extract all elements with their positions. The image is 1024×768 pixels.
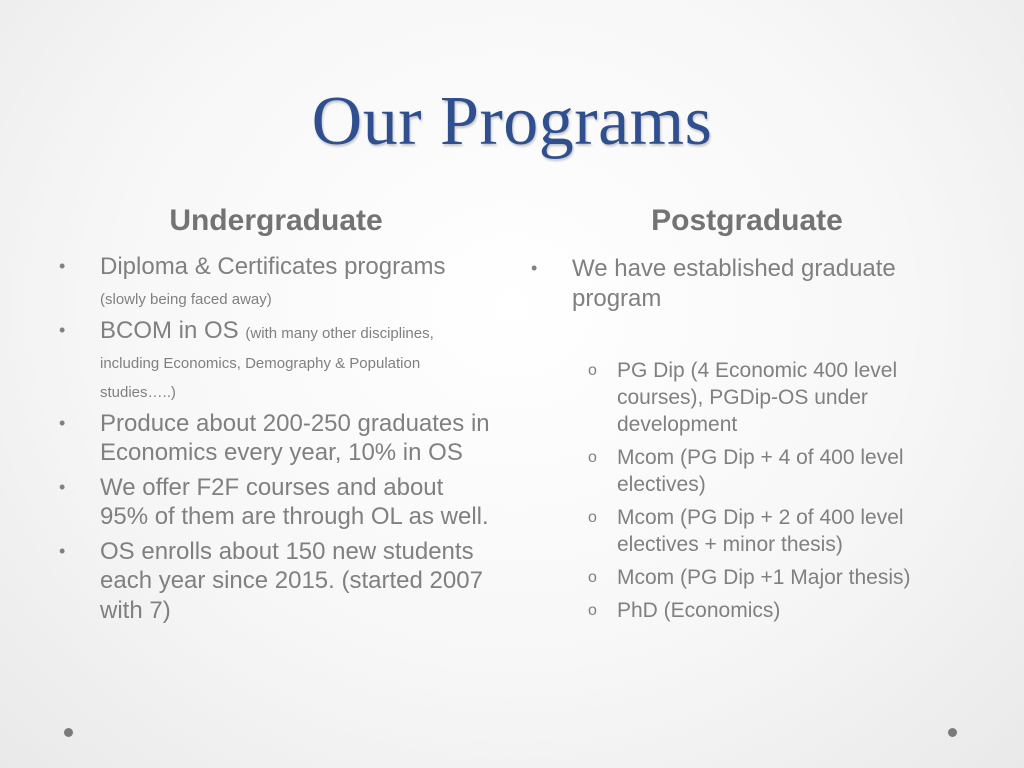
undergraduate-list (56, 252, 496, 625)
item-text: OS enrolls about 150 new students each year since 2015. (started 2007 with 7) (100, 537, 483, 624)
sublist-item (584, 597, 968, 624)
item-text: Produce about 200-250 graduates in Economics every year, 10% in OS (100, 409, 490, 466)
item-note: (slowly being faced away) (100, 290, 272, 308)
postgraduate-list (528, 254, 968, 630)
list-item (528, 254, 968, 313)
bullet-icon: • (59, 412, 66, 433)
sublist-item-text: PhD (Economics) (617, 599, 781, 622)
circle-bullet-icon: o (588, 362, 597, 379)
slide-title: Our Programs (311, 83, 713, 160)
item-text: BCOM in OS (100, 317, 239, 344)
sublist-item (584, 564, 968, 591)
sublist-item (584, 504, 968, 558)
postgraduate-heading: Postgraduate (651, 204, 843, 237)
circle-bullet-icon: o (588, 509, 597, 526)
sublist-item (584, 444, 968, 498)
list-item (56, 473, 496, 532)
circle-bullet-icon: o (588, 569, 597, 586)
postgraduate-sublist (584, 357, 968, 624)
undergraduate-heading: Undergraduate (169, 204, 383, 237)
sublist-item-text: PG Dip (4 Economic 400 level courses), PGDip-OS under development (617, 359, 898, 436)
bullet-icon: • (59, 320, 66, 340)
sublist-item-text: Mcom (PG Dip + 2 of 400 level electives + minor thesis) (617, 506, 904, 556)
list-item (56, 409, 496, 468)
decorative-dot-icon (948, 728, 957, 737)
sublist-item-text: Mcom (PG Dip + 4 of 400 level electives) (617, 446, 904, 496)
bullet-icon: • (59, 540, 66, 561)
bullet-icon: • (59, 476, 66, 497)
list-item (56, 316, 496, 405)
decorative-dot-icon (64, 728, 73, 737)
sublist-item (584, 357, 968, 438)
list-item (56, 537, 496, 626)
item-text: Diploma & Certificates programs (100, 253, 446, 280)
item-text: We have established graduate program (572, 255, 896, 312)
item-note: (with many other disciplines, including Economics, Demography & Population studies…..) (100, 325, 434, 401)
circle-bullet-icon: o (588, 449, 597, 466)
item-text: We offer F2F courses and about 95% of them are through OL as well. (100, 473, 489, 530)
circle-bullet-icon: o (588, 602, 597, 619)
sublist-item-text: Mcom (PG Dip +1 Major thesis) (617, 566, 911, 589)
bullet-icon: • (59, 256, 66, 276)
list-item (56, 252, 496, 311)
bullet-icon: • (531, 258, 538, 278)
